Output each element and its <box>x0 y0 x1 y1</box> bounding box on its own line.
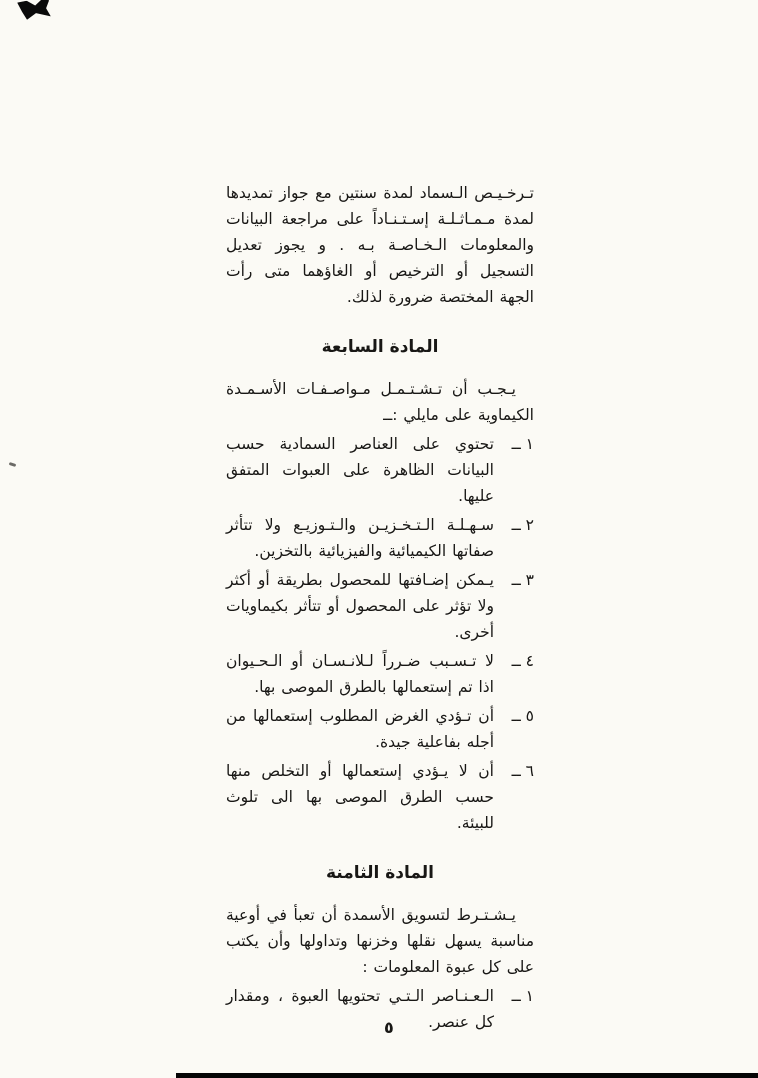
list-item-number: ٤ ــ <box>511 652 534 670</box>
list-item-number: ٢ ــ <box>511 516 534 534</box>
opening-paragraph: تـرخـيـص الـسماد لمدة سنتين مع جواز تمديدها لمدة مـمـاثـلـة إسـتـنـاداً على مراجعة البيانات والمعلومات الـخـاصـة بـه . و يجوز تعديل التسجيل أو الترخيص أو الغاؤهما متى رأت الجهة المختصة ضرورة لذلك. <box>226 184 534 306</box>
list-item <box>226 758 534 836</box>
list-item-text: لا تـسـبب ضـرراً لـلانـسـان أو الـحـيوان اذا تم إستعمالها بالطرق الموصى بها. <box>226 652 494 696</box>
list-item-number: ٣ ــ <box>511 571 534 589</box>
list-item-text: تحتوي على العناصر السمادية حسب البيانات الظاهرة على العبوات المتفق عليها. <box>226 435 494 505</box>
article-eight-heading: المادة الثامنة <box>326 863 434 883</box>
list-item-text: أن لا يـؤدي إستعمالها أو التخلص منها حسب الطرق الموصى بها الى تلوث للبيئة. <box>226 762 494 832</box>
list-item-number: ١ ــ <box>511 987 534 1005</box>
list-item <box>226 431 534 509</box>
list-item <box>226 512 534 564</box>
article-seven-heading: المادة السابعة <box>321 337 439 357</box>
list-item-number: ١ ــ <box>511 435 534 453</box>
scan-edge-line-bottom <box>176 1073 758 1078</box>
list-item-number: ٥ ــ <box>511 707 534 725</box>
article-eight-intro: يـشـتـرط لتسويق الأسمدة أن تعبأ في أوعية مناسبة يسهل نقلها وخزنها وتداولها وأن يكتب على كل عبوة المعلومات : <box>226 906 534 976</box>
article-seven-intro: يـجـب أن تـشـتـمـل مـواصـفـات الأسـمـدة الكيماوية على مايلي :ــ <box>226 380 534 424</box>
list-item-text: الـعـنـاصر الـتـي تحتويها العبوة ، ومقدار كل عنصر. <box>226 987 494 1031</box>
list-item <box>226 983 534 1035</box>
list-item-text: سـهـلـة الـتـخـزيـن والـتـوزيـع ولا تتأثر صفاتها الكيميائية والفيزيائية بالتخزين. <box>226 516 494 560</box>
page-number: ٥ <box>384 1018 394 1037</box>
list-item-text: يـمكن إضـافتها للمحصول بطريقة أو أكثر ولا تؤثر على المحصول أو تتأثر بكيماويات أخرى. <box>226 571 494 641</box>
list-item <box>226 648 534 700</box>
list-item <box>226 703 534 755</box>
text-column <box>226 180 534 1035</box>
list-item-number: ٦ ــ <box>511 762 534 780</box>
list-item-text: أن تـؤدي الغرض المطلوب إستعمالها من أجله بفاعلية جيدة. <box>226 707 494 751</box>
list-item <box>226 567 534 645</box>
scan-speck-left-edge <box>9 462 17 467</box>
scan-ink-mark-top-left <box>17 0 51 21</box>
